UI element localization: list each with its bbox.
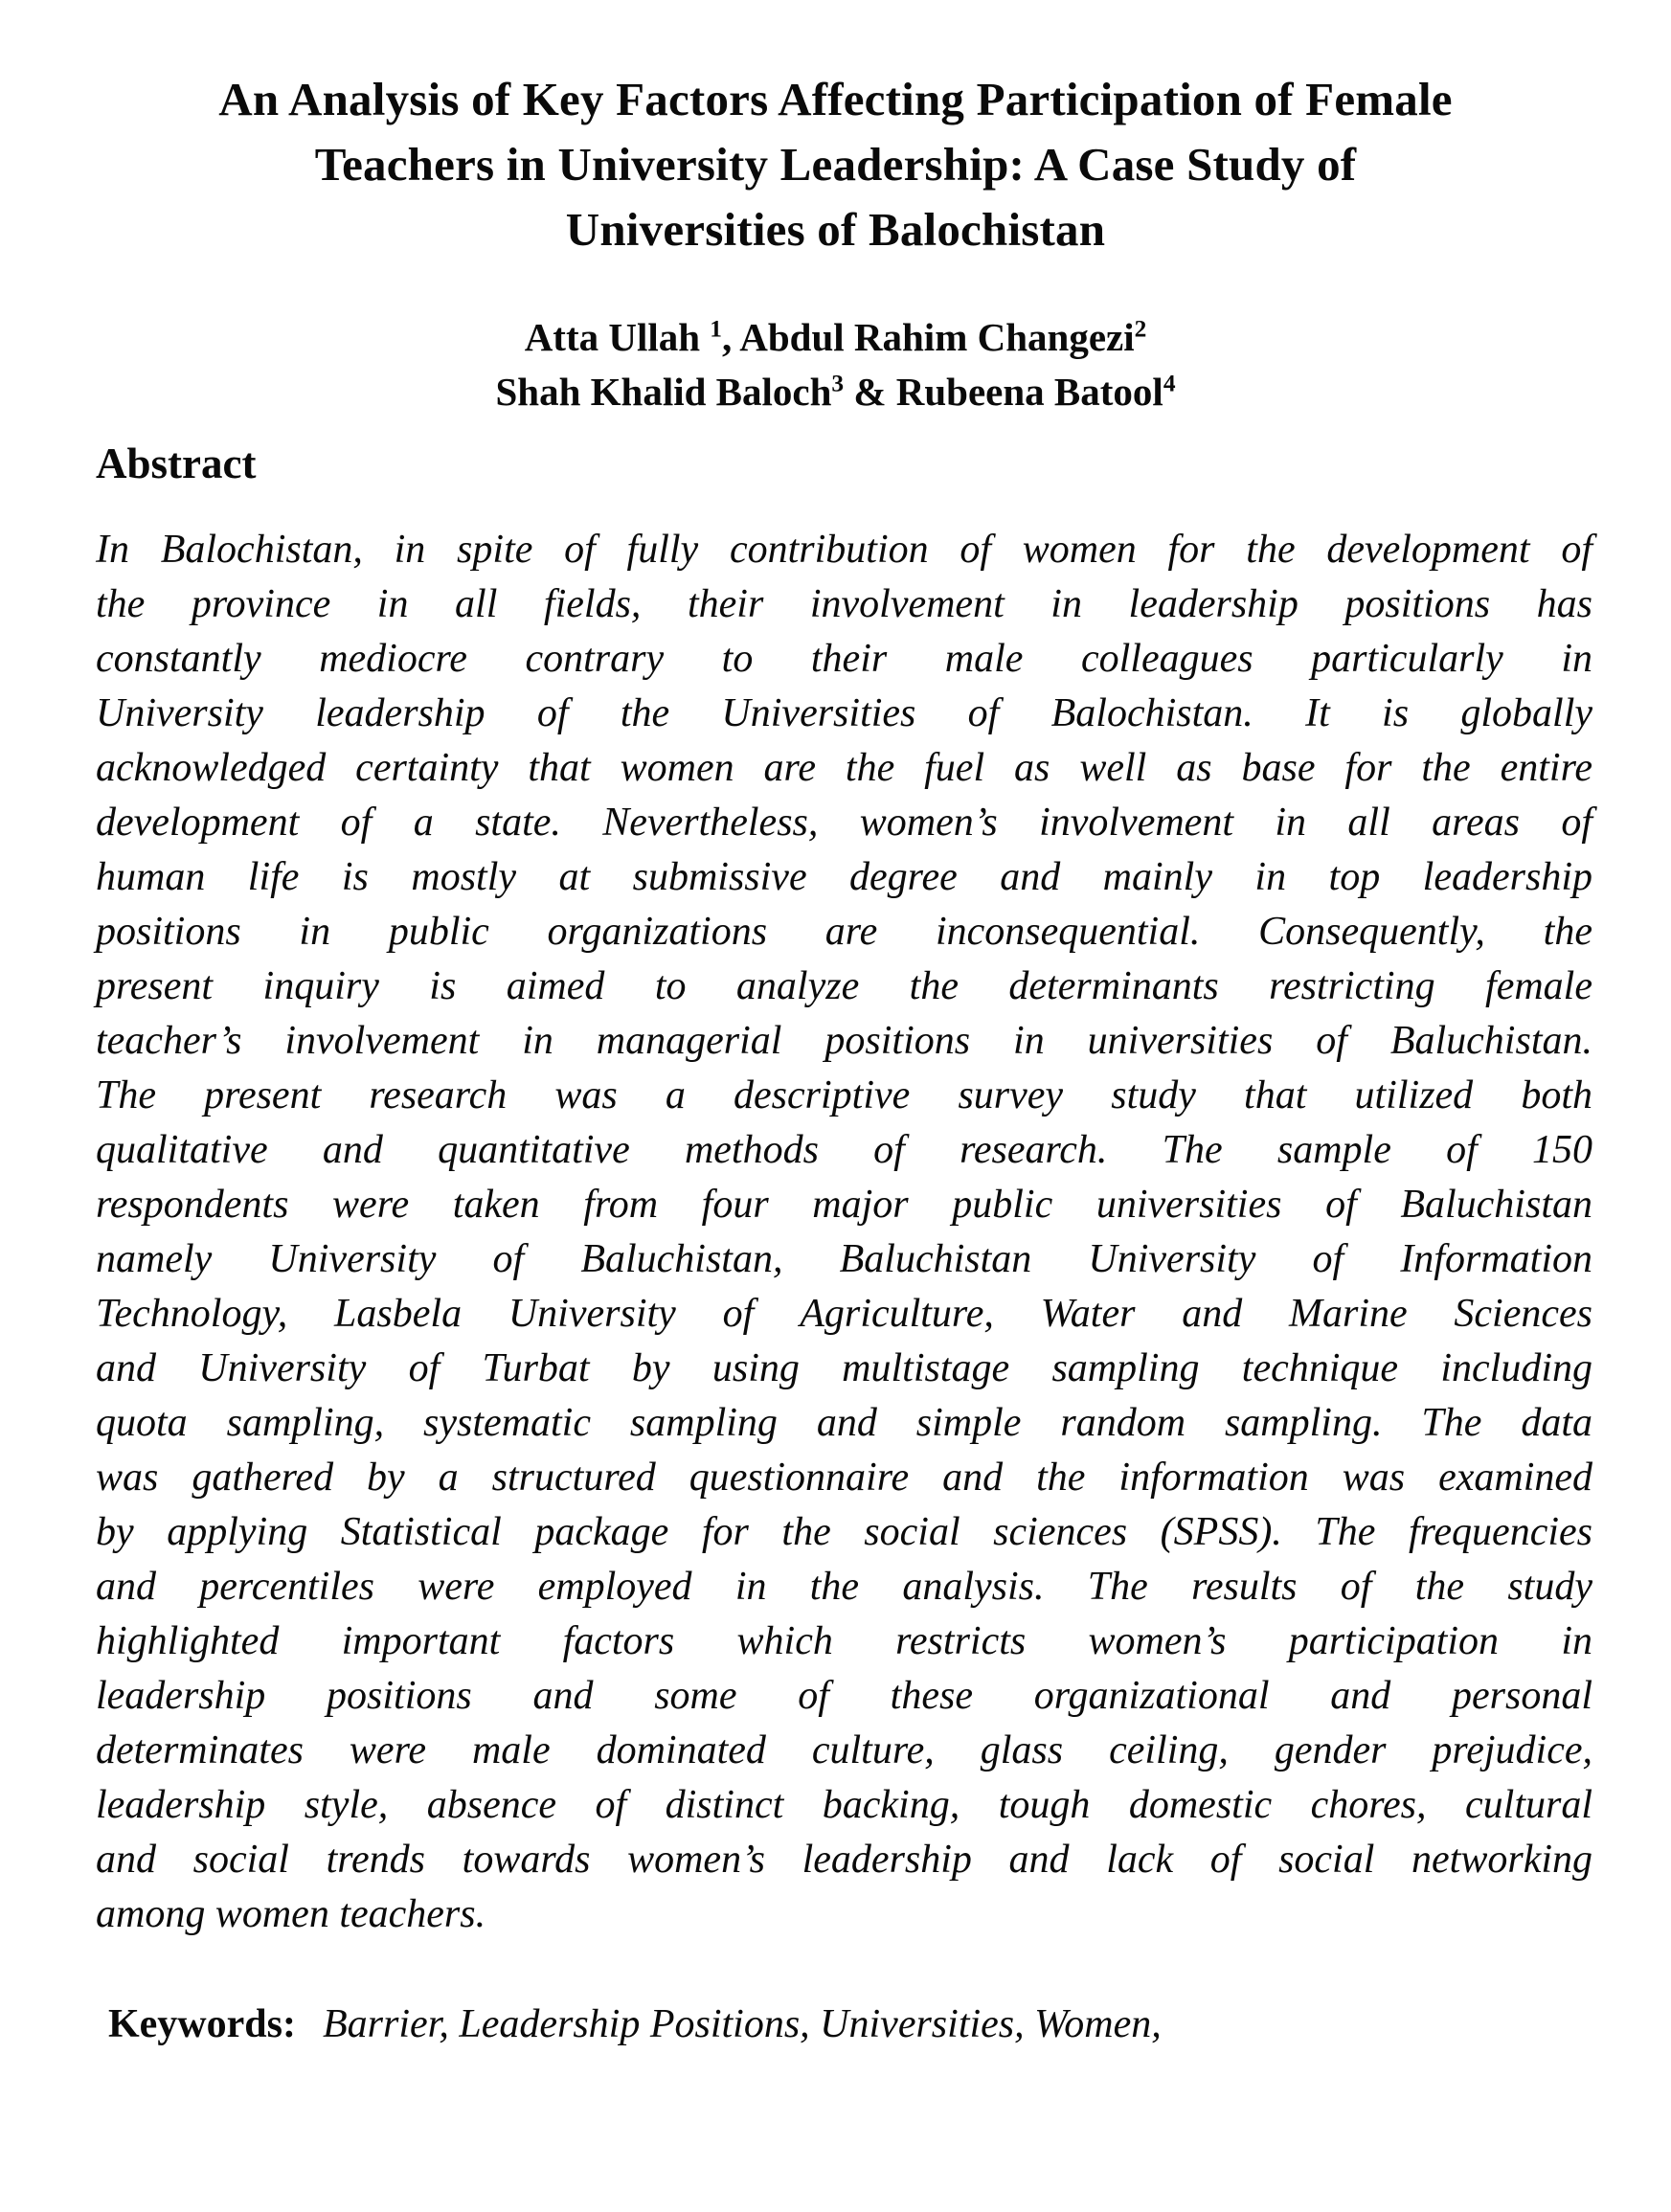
abstract-line: the province in all fields, their involvement in leadership positions has xyxy=(96,582,1592,626)
abstract-line: and social trends towards women’s leadership and lack of social networking xyxy=(96,1838,1592,1882)
abstract-line: and University of Turbat by using multistage sampling technique including xyxy=(96,1346,1592,1390)
abstract-line: development of a state. Nevertheless, women’s involvement in all areas of xyxy=(96,801,1592,845)
paper-title-line-3: Universities of Balochistan xyxy=(565,203,1106,256)
author-name-text: Shah Khalid Baloch xyxy=(495,370,832,414)
abstract-line: teacher’s involvement in managerial positions in universities of Baluchistan. xyxy=(96,1019,1592,1063)
abstract-line: leadership style, absence of distinct backing, tough domestic chores, cultural xyxy=(96,1783,1592,1827)
author-line-2 xyxy=(0,365,1671,419)
abstract-line: among women teachers. xyxy=(96,1892,486,1936)
abstract-line: The present research was a descriptive survey study that utilized both xyxy=(96,1073,1592,1117)
author-name-text: & Rubeena Batool xyxy=(844,370,1163,414)
keywords-line xyxy=(108,1998,1592,2052)
abstract-line: acknowledged certainty that women are the fuel as well as base for the entire xyxy=(96,746,1592,790)
author-name-text: , Abdul Rahim Changezi xyxy=(722,315,1135,359)
keywords-text: Barrier, Leadership Positions, Universities, Women, xyxy=(322,2002,1162,2046)
abstract-line: constantly mediocre contrary to their male colleagues particularly in xyxy=(96,637,1592,681)
keywords-label: Keywords: xyxy=(108,2002,296,2046)
abstract-line: namely University of Baluchistan, Baluchistan University of Information xyxy=(96,1237,1592,1281)
author-line-1 xyxy=(0,310,1671,365)
abstract-line: respondents were taken from four major public universities of Baluchistan xyxy=(96,1183,1592,1227)
abstract-line: University leadership of the Universities of Balochistan. It is globally xyxy=(96,691,1592,735)
paper-title xyxy=(0,0,1671,262)
authors-block xyxy=(0,310,1671,419)
abstract-line: determinates were male dominated culture, glass ceiling, gender prejudice, xyxy=(96,1728,1592,1772)
paper-title-line-1: An Analysis of Key Factors Affecting Participation of Female xyxy=(218,73,1453,125)
author-name-text: Atta Ullah xyxy=(524,315,711,359)
author-superscript: 4 xyxy=(1163,370,1176,397)
abstract-line: by applying Statistical package for the social sciences (SPSS). The frequencies xyxy=(96,1510,1592,1554)
abstract-line: leadership positions and some of these organizational and personal xyxy=(96,1674,1592,1718)
abstract-line: was gathered by a structured questionnaire and the information was examined xyxy=(96,1456,1592,1500)
abstract-line: positions in public organizations are inconsequential. Consequently, the xyxy=(96,910,1592,954)
abstract-line: Technology, Lasbela University of Agriculture, Water and Marine Sciences xyxy=(96,1292,1592,1336)
abstract-line: present inquiry is aimed to analyze the determinants restricting female xyxy=(96,964,1592,1008)
abstract-line: quota sampling, systematic sampling and simple random sampling. The data xyxy=(96,1401,1592,1445)
author-superscript: 1 xyxy=(710,315,722,343)
abstract-heading: Abstract xyxy=(96,440,257,487)
author-superscript: 2 xyxy=(1134,315,1147,343)
abstract-line: In Balochistan, in spite of fully contribution of women for the development of xyxy=(96,528,1592,572)
abstract-line: and percentiles were employed in the analysis. The results of the study xyxy=(96,1565,1592,1609)
abstract-line: human life is mostly at submissive degree and mainly in top leadership xyxy=(96,855,1592,899)
author-superscript: 3 xyxy=(831,370,845,397)
abstract-line: highlighted important factors which restricts women’s participation in xyxy=(96,1619,1592,1663)
paper-title-line-2: Teachers in University Leadership: A Case Study of xyxy=(314,138,1357,191)
abstract-line: qualitative and quantitative methods of research. The sample of 150 xyxy=(96,1128,1592,1172)
abstract-paragraph xyxy=(96,523,1592,1942)
